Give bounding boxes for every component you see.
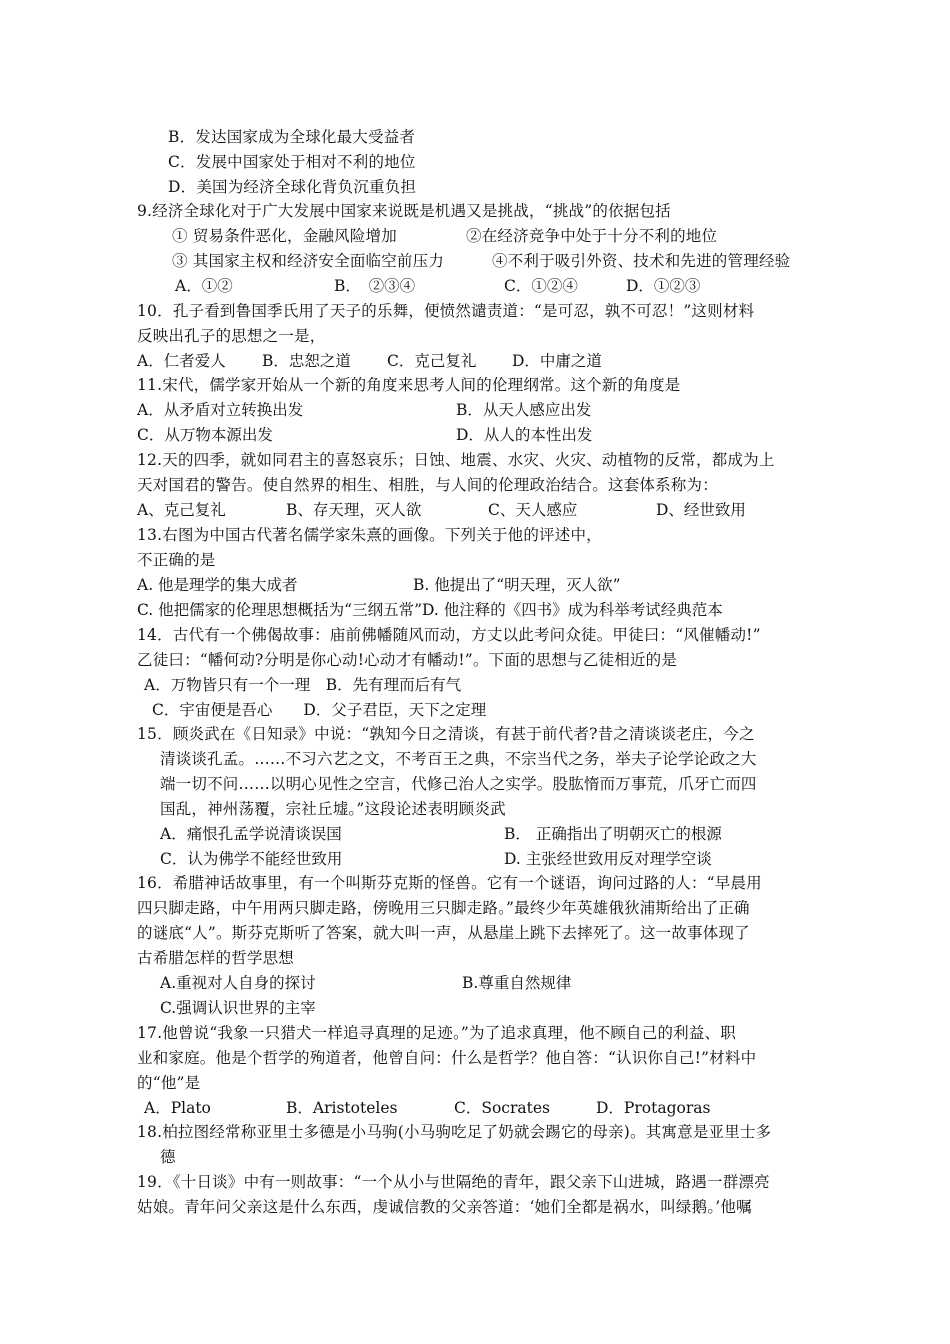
q14-stem-line2: 乙徒曰：“幡何动?分明是你心动!心动才有幡动!”。下面的思想与乙徒相近的是 [137,651,678,669]
q11-stem: 11.宋代，儒学家开始从一个新的角度来思考人间的伦理纲常。这个新的角度是 [137,376,681,394]
q12-option-c: C、天人感应 [488,501,578,519]
q13-stem-line2: 不正确的是 [137,551,216,569]
q9-option-c: C．①②④ [504,277,578,295]
q13-stem-line1: 13.右图为中国古代著名儒学家朱熹的画像。下列关于他的评述中， [137,526,602,544]
q16-stem-line1: 16．希腊神话故事里，有一个叫斯芬克斯的怪兽。它有一个谜语，询问过路的人：“早晨用 [137,874,762,892]
q10-option-b: B．忠恕之道 [262,352,351,370]
q17-stem-line1: 17.他曾说“我象一只猎犬一样追寻真理的足迹。”为了追求真理，他不顾自己的利益、职 [137,1024,736,1042]
q19-stem-line1: 19．《十日谈》中有一则故事：“一个从小与世隔绝的青年，跟父亲下山进城，路遇一群漂亮 [137,1173,770,1191]
q12-option-a: A、克己复礼 [137,501,226,519]
q12-option-b: B、存天理，灭人欲 [286,501,422,519]
q10-option-d: D．中庸之道 [512,352,602,370]
q10-option-a: A．仁者爱人 [137,352,226,370]
q13-option-a: A. 他是理学的集大成者 [137,576,298,594]
q15-option-d: D. 主张经世致用反对理学空谈 [504,850,712,868]
q11-option-a: A．从矛盾对立转换出发 [137,401,304,419]
q9-item-3: ③ 其国家主权和经济安全面临空前压力 [172,252,445,270]
q15-stem-line4: 国乱，神州荡覆，宗社丘墟。”这段论述表明顾炎武 [160,800,506,818]
q12-stem-line2: 天对国君的警告。使自然界的相生、相胜，与人间的伦理政治结合。这套体系称为： [137,476,718,494]
q10-stem-line1: 10．孔子看到鲁国季氏用了天子的乐舞，便愤然谴责道：“是可忍，孰不可忍！”这则材料 [137,302,755,320]
q17-stem-line3: 的“他”是 [137,1074,201,1092]
q8-option-d: D．美国为经济全球化背负沉重负担 [168,178,417,196]
q15-stem-line2: 清谈谈孔孟。……不习六艺之文，不考百王之典，不宗当代之务，举夫子论学论政之大 [160,750,757,768]
q9-option-b: B． ②③④ [334,277,416,295]
q13-option-b: B. 他提出了“明天理，灭人欲” [413,576,621,594]
q16-stem-line3: 的谜底“人”。斯芬克斯听了答案，就大叫一声，从悬崖上跳下去摔死了。这一故事体现了 [137,924,750,942]
q13-option-c-d: C. 他把儒家的伦理思想概括为“三纲五常”D. 他注释的《四书》成为科举考试经典范本 [137,601,723,619]
q18-stem-line1: 18.柏拉图经常称亚里士多德是小马驹(小马驹吃足了奶就会踢它的母亲)。其寓意是亚里士多 [137,1123,772,1141]
q19-stem-line2: 姑娘。青年问父亲这是什么东西，虔诚信教的父亲答道：‘她们全都是祸水，叫绿鹅。’他嘱 [137,1198,752,1216]
q8-option-c: C．发展中国家处于相对不利的地位 [168,153,416,171]
q11-option-b: B．从天人感应出发 [456,401,592,419]
q12-option-d: D、经世致用 [656,501,746,519]
q9-option-a: A．①② [175,277,233,295]
q16-option-c: C.强调认识世界的主宰 [160,999,316,1017]
q9-item-2: ②在经济竞争中处于十分不利的地位 [466,227,718,245]
q17-option-b: B．Aristoteles [286,1099,398,1117]
q16-option-a: A.重视对人自身的探讨 [160,974,316,992]
q18-stem-line2: 德 [160,1148,176,1166]
q17-option-a: A．Plato [144,1099,211,1117]
q16-stem-line2: 四只脚走路，中午用两只脚走路，傍晚用三只脚走路。”最终少年英雄俄狄浦斯给出了正确 [137,899,750,917]
q15-option-c: C．认为佛学不能经世致用 [160,850,343,868]
q14-option-a-b: A．万物皆只有一个一理 B．先有理而后有气 [144,676,462,694]
q14-option-c-d: C．宇宙便是吾心 D．父子君臣，天下之定理 [152,701,487,719]
q15-option-b: B． 正确指出了明朝灭亡的根源 [504,825,722,843]
q15-option-a: A．痛恨孔孟学说清谈误国 [160,825,342,843]
q15-stem-line1: 15．顾炎武在《日知录》中说：“孰知今日之清谈，有甚于前代者?昔之清谈谈老庄，今之 [137,725,755,743]
q16-option-b: B.尊重自然规律 [462,974,572,992]
q15-stem-line3: 端一切不问……以明心见性之空言，代修己治人之实学。股肱惰而万事荒，爪牙亡而四 [160,775,757,793]
q9-item-4: ④不利于吸引外资、技术和先进的管理经验 [492,252,791,270]
q9-stem: 9.经济全球化对于广大发展中国家来说既是机遇又是挑战，“挑战”的依据包括 [137,202,671,220]
q9-option-d: D．①②③ [626,277,701,295]
q8-option-b: B．发达国家成为全球化最大受益者 [168,128,416,146]
q16-stem-line4: 古希腊怎样的哲学思想 [137,949,295,967]
q9-item-1: ① 贸易条件恶化，金融风险增加 [172,227,397,245]
q10-option-c: C．克己复礼 [387,352,477,370]
q11-option-d: D．从人的本性出发 [456,426,593,444]
q12-stem-line1: 12.天的四季，就如同君主的喜怒哀乐；日蚀、地震、水灾、火灾、动植物的反常，都成为上 [137,451,775,469]
q17-option-d: D．Protagoras [596,1099,711,1117]
q10-stem-line2: 反映出孔子的思想之一是， [137,327,326,345]
q11-option-c: C．从万物本源出发 [137,426,273,444]
q17-option-c: C．Socrates [454,1099,550,1117]
q14-stem-line1: 14．古代有一个佛偈故事：庙前佛幡随风而动，方丈以此考问众徒。甲徒曰：“风催幡动!” [137,626,761,644]
q17-stem-line2: 业和家庭。他是个哲学的殉道者，他曾自问：什么是哲学？他自答：“认识你自己!”材料中 [137,1049,757,1067]
